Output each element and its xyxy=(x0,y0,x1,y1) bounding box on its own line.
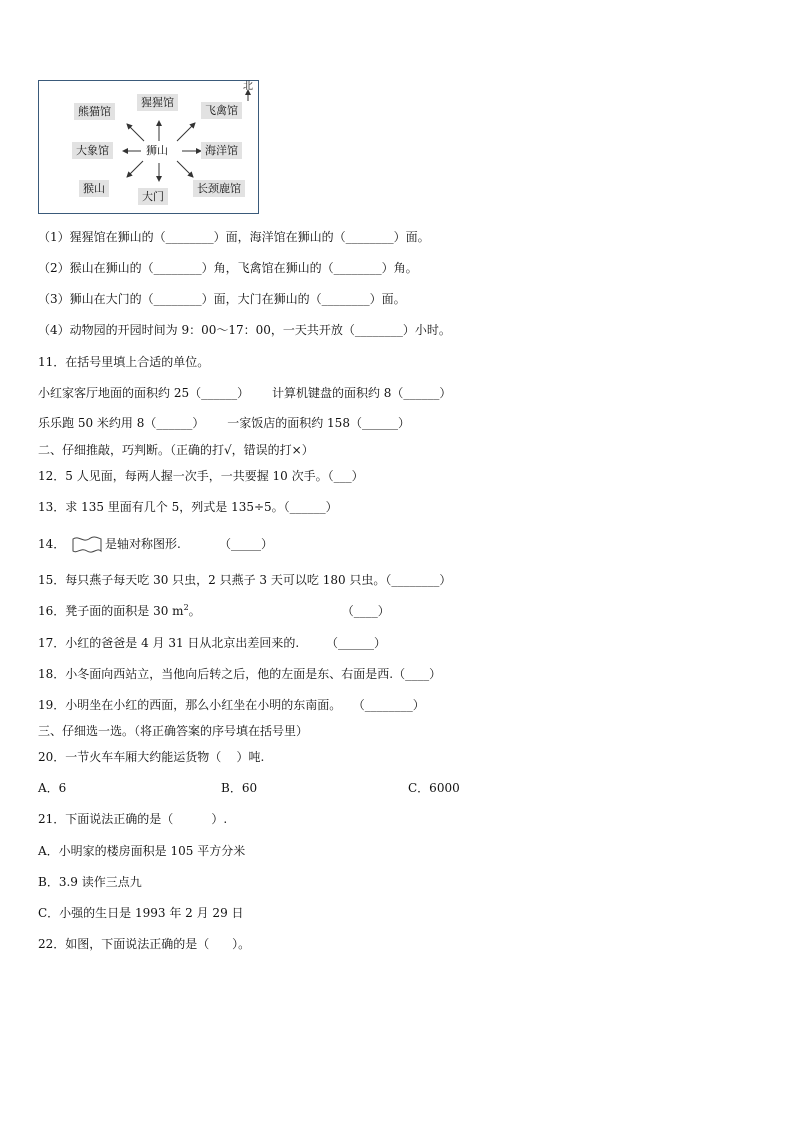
q13: 13．求 135 里面有几个 5，列式是 135÷5。（______） xyxy=(38,500,338,514)
q16 xyxy=(38,603,390,619)
q18: 18．小冬面向西站立，当他向后转之后，他的左面是东、右面是西.（____） xyxy=(38,667,442,681)
wavy-shape-icon xyxy=(72,535,102,555)
q10-part4: （4）动物园的开园时间为 9：00～17：00，一天共开放（________）小时。 xyxy=(38,323,451,337)
gate: 大门 xyxy=(138,188,168,205)
q16-text: 16．凳子面的面积是 30 m xyxy=(38,604,184,618)
q21-option-b: B．3.9 读作三点九 xyxy=(38,875,142,889)
section-3-heading: 三、仔细选一选。（将正确答案的序号填在括号里） xyxy=(38,724,309,738)
q15: 15．每只燕子每天吃 30 只虫，2 只燕子 3 天可以吃 180 只虫。（________） xyxy=(38,573,452,587)
q12: 12．5 人见面，每两人握一次手，一共要握 10 次手。（___） xyxy=(38,469,364,483)
q20-option-c: C．6000 xyxy=(408,781,460,795)
q14-number: 14． xyxy=(38,537,66,551)
orangutan-hall: 猩猩馆 xyxy=(137,94,178,111)
elephant-hall: 大象馆 xyxy=(72,142,113,159)
ocean-hall: 海洋馆 xyxy=(201,142,242,159)
q14-text: 是轴对称图形. （_____） xyxy=(105,537,273,551)
monkey-hill: 猴山 xyxy=(79,180,109,197)
north-label: 北 xyxy=(243,81,253,92)
q11-row1: 小红家客厅地面的面积约 25（______） 计算机键盘的面积约 8（______） xyxy=(38,386,452,400)
q16-tail: 。 （____） xyxy=(188,604,390,618)
aviary-hall: 飞禽馆 xyxy=(201,102,242,119)
q10-part3: （3）狮山在大门的（________）面，大门在狮山的（________）面。 xyxy=(38,292,406,306)
q20-stem: 20．一节火车车厢大约能运货物（ ）吨. xyxy=(38,750,265,764)
q10-part1: （1）猩猩馆在狮山的（________）面，海洋馆在狮山的（________）面。 xyxy=(38,230,430,244)
panda-hall: 熊猫馆 xyxy=(74,103,115,120)
q20-option-b: B．60 xyxy=(221,781,258,795)
q16-superscript: 2 xyxy=(183,603,189,612)
q11-row2: 乐乐跑 50 米约用 8（______） 一家饭店的面积约 158（______） xyxy=(38,416,410,430)
q10-part2: （2）猴山在狮山的（________）角，飞禽馆在狮山的（________）角。 xyxy=(38,261,418,275)
zoo-map-figure xyxy=(38,80,259,214)
q22-stem: 22．如图，下面说法正确的是（ ）。 xyxy=(38,937,251,951)
section-2-heading: 二、仔细推敲，巧判断。（正确的打√，错误的打×） xyxy=(38,443,314,457)
q20-option-a: A．6 xyxy=(38,781,67,795)
lion-hill-center: 狮山 xyxy=(146,144,168,157)
giraffe-hall: 长颈鹿馆 xyxy=(193,180,245,197)
q19: 19．小明坐在小红的西面，那么小红坐在小明的东南面。 （________） xyxy=(38,698,425,712)
q17: 17．小红的爸爸是 4 月 31 日从北京出差回来的. （______） xyxy=(38,636,386,650)
q21-option-c: C．小强的生日是 1993 年 2 月 29 日 xyxy=(38,906,244,920)
q21-option-a: A．小明家的楼房面积是 105 平方分米 xyxy=(38,844,246,858)
q11-title: 11．在括号里填上合适的单位。 xyxy=(38,355,210,369)
q21-stem: 21．下面说法正确的是（ ）. xyxy=(38,812,228,826)
